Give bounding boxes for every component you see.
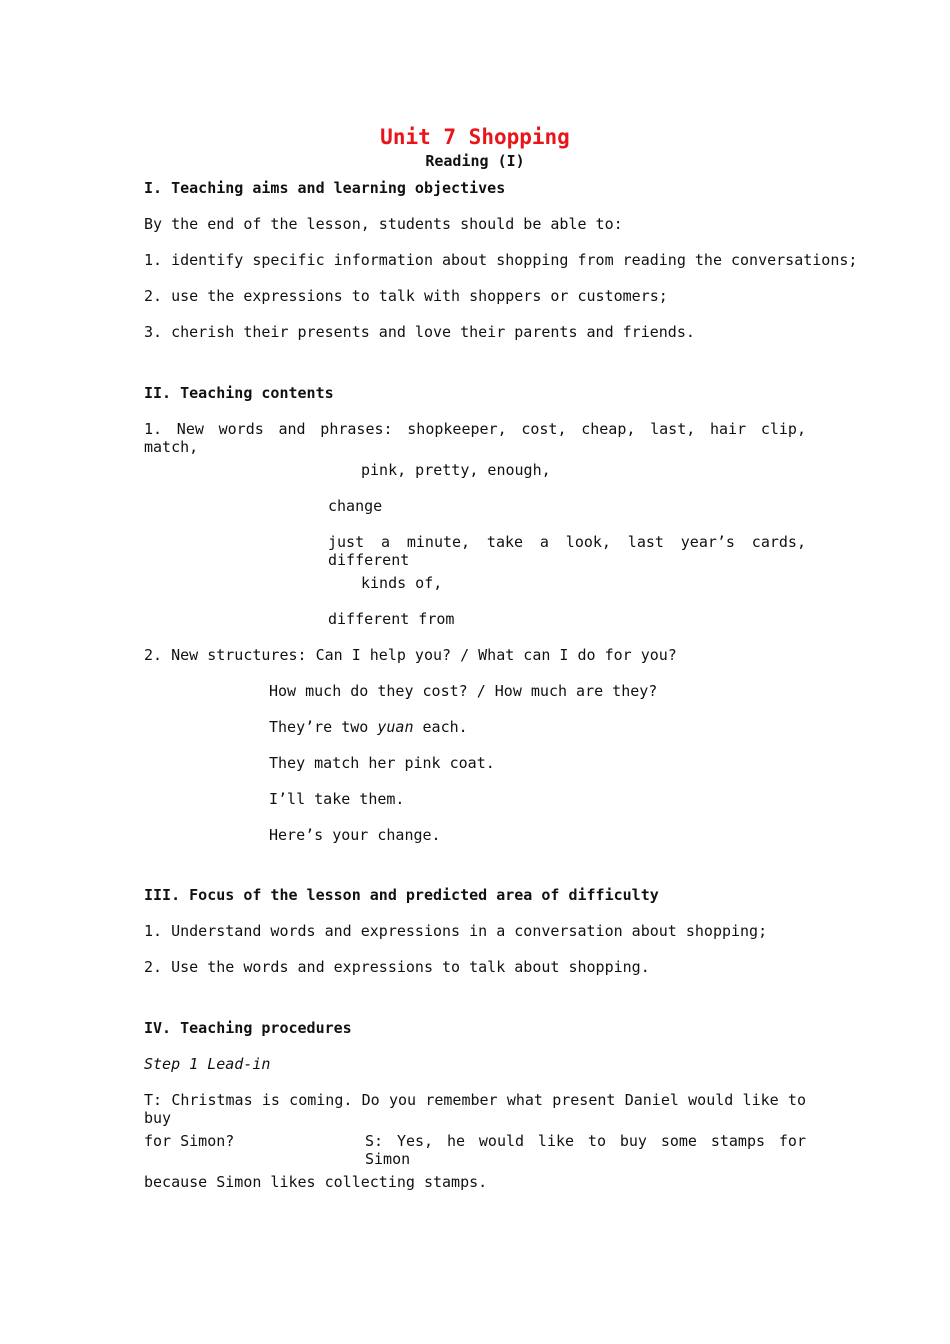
- new-words-line-1: 1. New words and phrases: shopkeeper, cost, cheap, last, hair clip, match,: [144, 420, 806, 456]
- structure-text-a: They’re two: [269, 718, 378, 736]
- section-3-item-1: 1. Understand words and expressions in a conversation about shopping;: [144, 922, 768, 940]
- lead-in-line-2-student: S: Yes, he would like to buy some stamps for Simon: [365, 1132, 806, 1168]
- new-structures-line-5: I’ll take them.: [269, 790, 405, 808]
- section-2-heading: II. Teaching contents: [144, 384, 334, 402]
- section-1-intro: By the end of the lesson, students should be able to:: [144, 215, 623, 233]
- new-structures-line-3: [269, 718, 468, 736]
- new-words-line-3: change: [328, 497, 383, 515]
- lead-in-line-1: T: Christmas is coming. Do you remember what present Daniel would like to buy: [144, 1091, 806, 1127]
- new-structures-line-1: 2. New structures: Can I help you? / What can I do for you?: [144, 646, 677, 664]
- structure-text-c: each.: [413, 718, 468, 736]
- document-subtitle: Reading (I): [425, 152, 525, 170]
- lead-in-line-2-teacher: for Simon?: [144, 1132, 235, 1150]
- section-3-heading: III. Focus of the lesson and predicted area of difficulty: [144, 886, 659, 904]
- lead-in-line-3: because Simon likes collecting stamps.: [144, 1173, 488, 1191]
- new-structures-line-6: Here’s your change.: [269, 826, 441, 844]
- section-1-item-3: 3. cherish their presents and love their parents and friends.: [144, 323, 695, 341]
- section-1-item-1: 1. identify specific information about shopping from reading the conversations;: [144, 251, 858, 269]
- step-1-heading: Step 1 Lead-in: [144, 1055, 271, 1073]
- section-3-item-2: 2. Use the words and expressions to talk about shopping.: [144, 958, 650, 976]
- new-phrases-line-3: different from: [328, 610, 455, 628]
- new-structures-line-2: How much do they cost? / How much are they?: [269, 682, 658, 700]
- section-1-item-2: 2. use the expressions to talk with shoppers or customers;: [144, 287, 668, 305]
- section-1-heading: I. Teaching aims and learning objectives: [144, 179, 506, 197]
- new-words-line-2: pink, pretty, enough,: [361, 461, 551, 479]
- structure-text-yuan: yuan: [377, 718, 414, 736]
- new-phrases-line-2: kinds of,: [361, 574, 443, 592]
- new-structures-line-4: They match her pink coat.: [269, 754, 495, 772]
- document-title: Unit 7 Shopping: [380, 125, 570, 149]
- new-phrases-line-1: just a minute, take a look, last year’s cards, different: [328, 533, 806, 569]
- section-4-heading: IV. Teaching procedures: [144, 1019, 352, 1037]
